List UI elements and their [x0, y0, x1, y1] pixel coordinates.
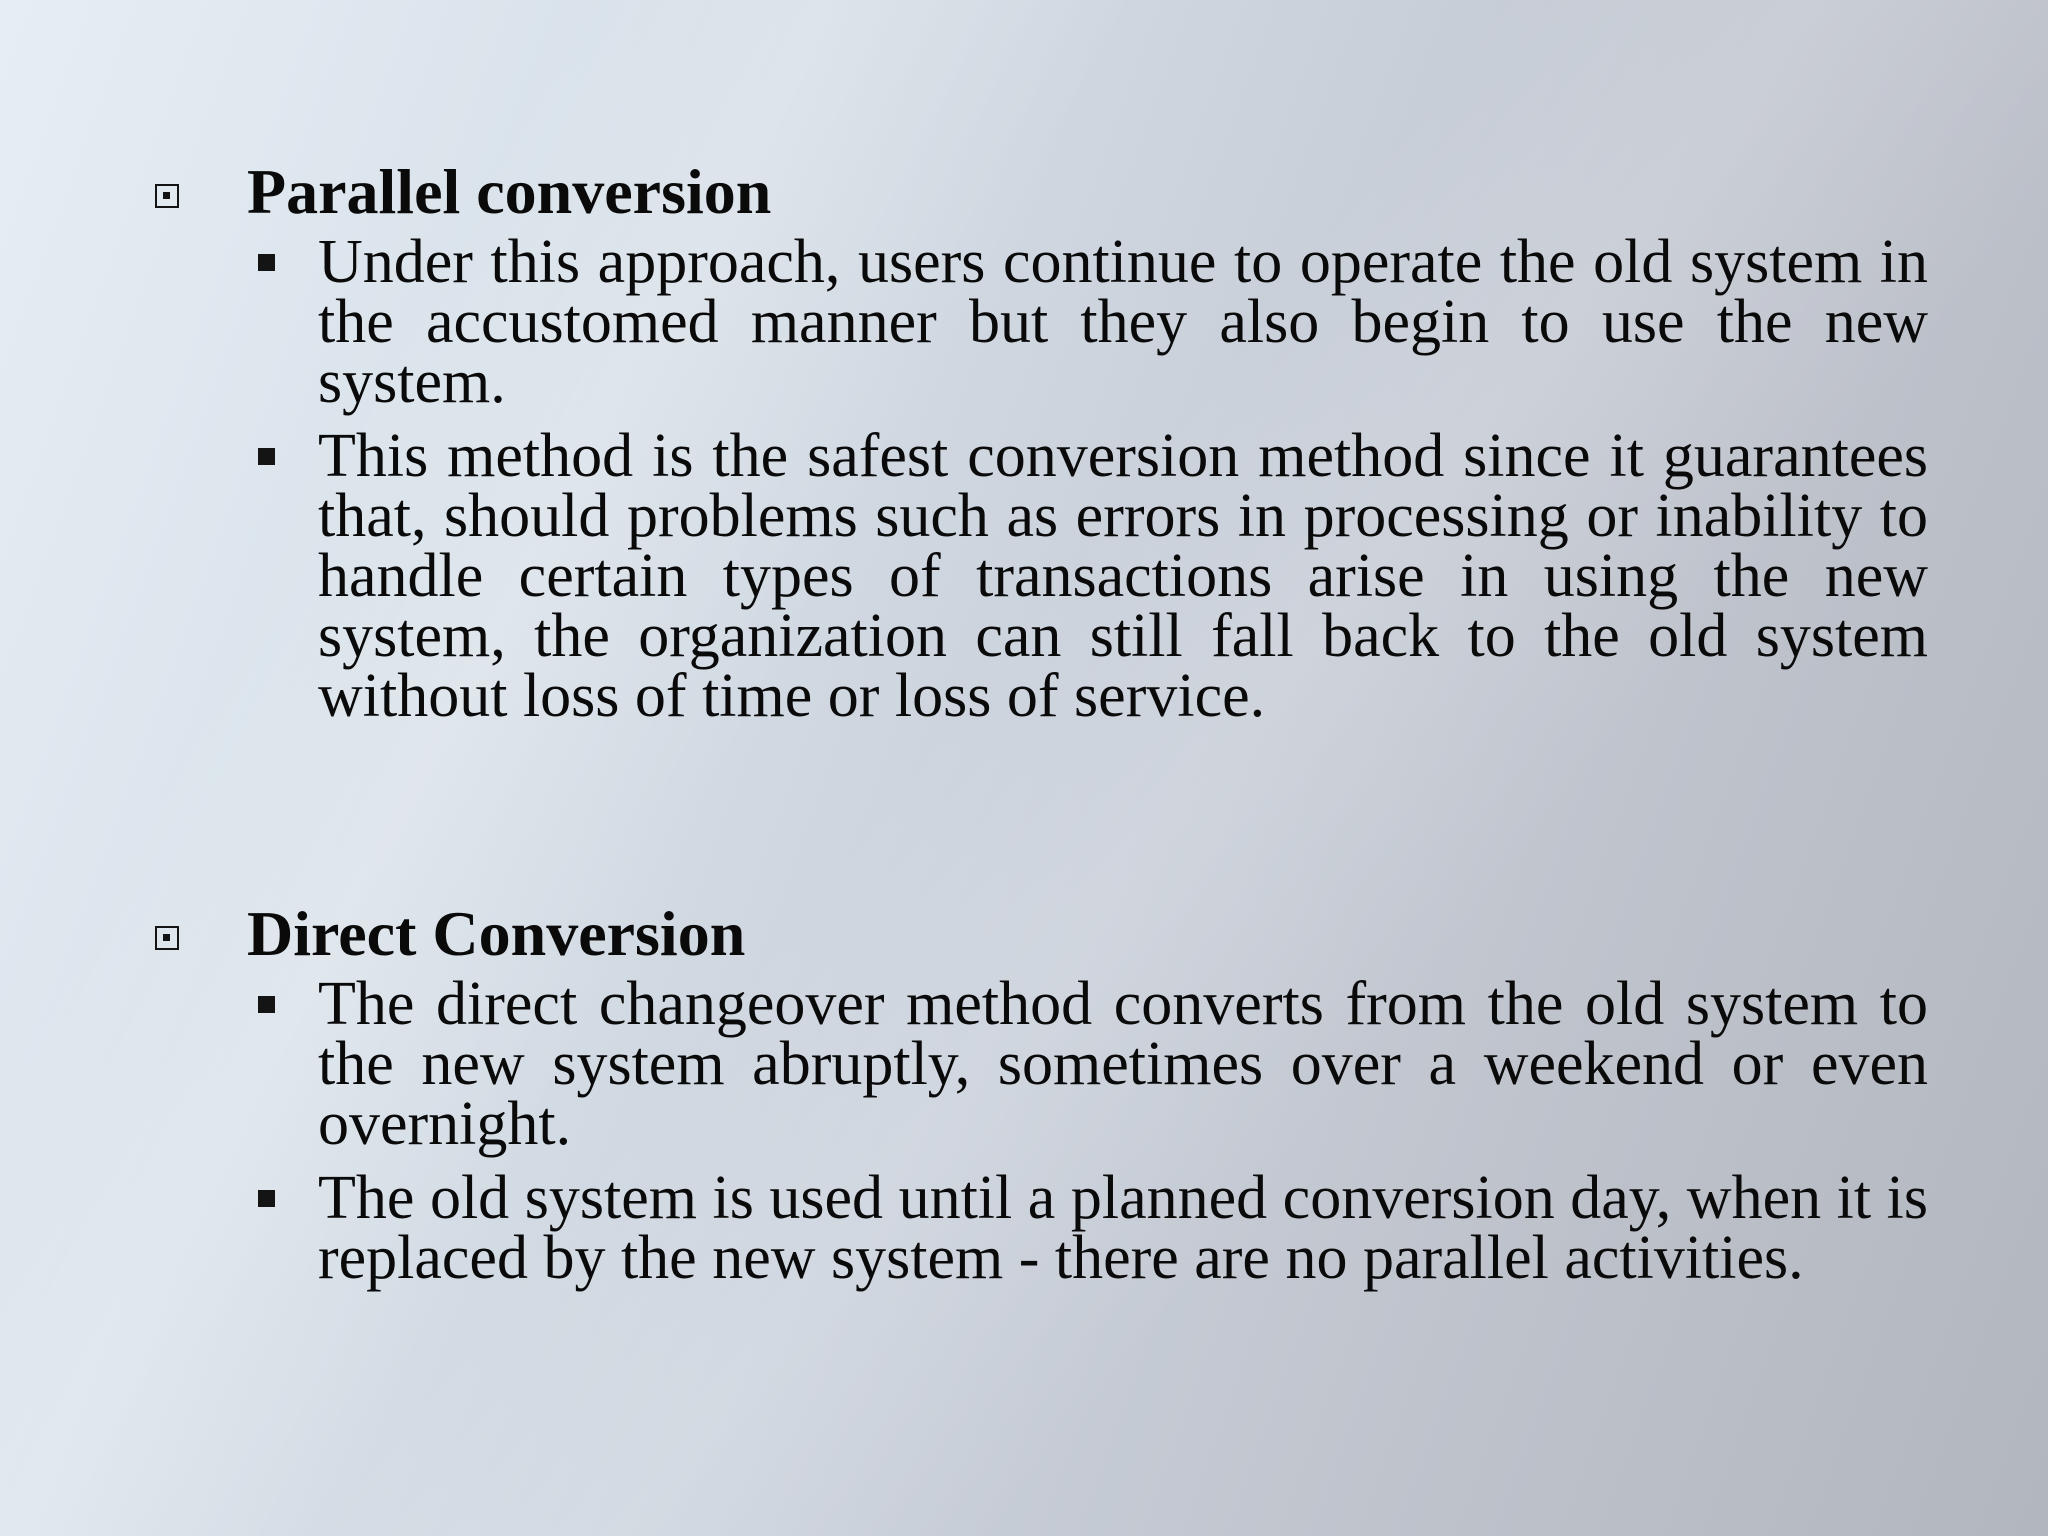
bullet-list	[318, 970, 1928, 1292]
list-item	[318, 970, 1928, 1158]
list-item-text: The old system is used until a planned conversion day, when it is replaced by the new system - there are no parallel activities.	[318, 1164, 1928, 1292]
list-item-text: The direct changeover method converts from the old system to the new system abruptly, sometimes over a weekend or even overnight.	[318, 970, 1928, 1158]
box-bullet-icon	[155, 184, 179, 208]
section-direct-conversion	[148, 894, 1928, 1302]
square-bullet-icon	[258, 254, 275, 271]
square-bullet-icon	[258, 996, 275, 1013]
list-item	[318, 228, 1928, 416]
bullet-list	[318, 228, 1928, 730]
list-item-text: Under this approach, users continue to operate the old system in the accustomed manner but they also begin to use the new system.	[318, 228, 1928, 416]
square-bullet-icon	[258, 1190, 275, 1207]
square-bullet-icon	[258, 448, 275, 465]
list-item	[318, 1164, 1928, 1292]
section-heading: Direct Conversion	[247, 898, 746, 969]
section-heading: Parallel conversion	[247, 156, 772, 227]
box-bullet-icon	[155, 926, 179, 950]
list-item	[318, 422, 1928, 730]
section-heading-row	[148, 152, 1928, 232]
list-item-text: This method is the safest conversion method since it guarantees that, should problems such as errors in processing or inability to handle certain types of transactions arise in using the new system, the organization can still fall back to the old system without loss of time or loss of service.	[318, 422, 1928, 730]
section-parallel-conversion	[148, 152, 1928, 740]
section-heading-row	[148, 894, 1928, 974]
